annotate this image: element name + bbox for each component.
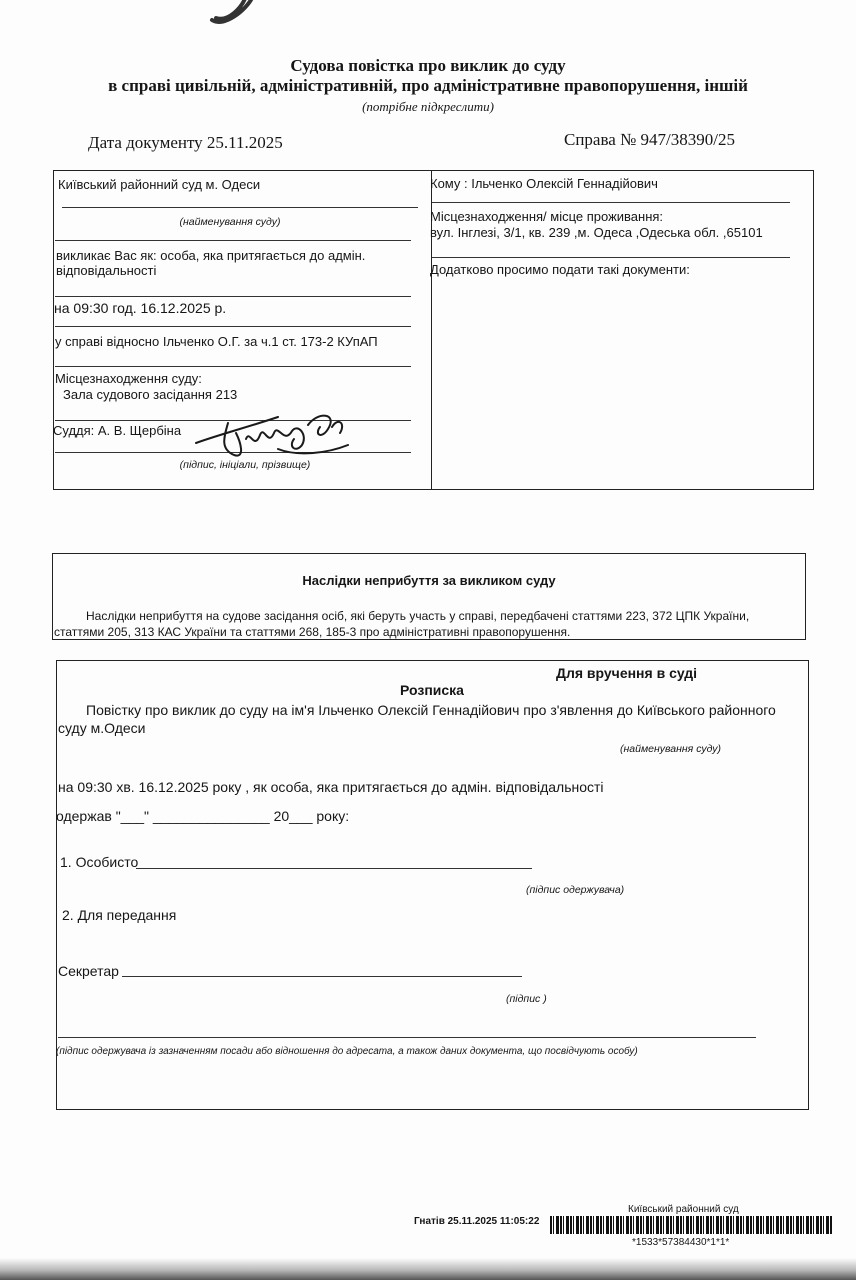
scan-shadow <box>0 1258 856 1280</box>
receipt-court-note: (найменування суду) <box>620 743 722 755</box>
divider <box>55 366 411 367</box>
receipt-time-line: на 09:30 хв. 16.12.2025 року , як особа, яка притягається до адмін. відповідальності <box>58 779 604 795</box>
barcode-code: *1533*57384430*1*1* <box>632 1237 730 1248</box>
secretary-label: Секретар <box>58 963 119 979</box>
judge-name: Суддя: А. В. Щербіна <box>53 423 182 438</box>
secretary-signature-note: (підпис ) <box>506 993 547 1005</box>
recipient-id-note: (підпис одержувача із зазначенням посади або відношення до адресата, а також даних документа, що посвідчують особу) <box>56 1046 638 1057</box>
stamp-court-line1: Київський районний суд <box>628 1204 739 1215</box>
divider <box>55 326 411 327</box>
consequences-line1: Наслідки неприбуття на судове засідання осіб, які беруть участь у справі, передбачені статтями 223, 372 ЦПК України, <box>86 609 750 623</box>
receipt-box <box>56 660 809 1110</box>
court-name-note: (найменування суду) <box>179 216 281 228</box>
barcode <box>550 1216 832 1234</box>
paperclip-icon <box>206 0 258 28</box>
address-label: Місцезнаходження/ місце проживання: <box>430 209 664 224</box>
recipient-name: Кому : Ільченко Олексій Геннадійович <box>430 176 658 191</box>
extra-documents-label: Додатково просимо подати такі документи: <box>430 262 690 277</box>
divider <box>62 207 418 208</box>
summons-role-line1: викликає Вас як: особа, яка притягається до адмін. <box>56 248 366 263</box>
divider <box>55 296 411 297</box>
summons-role-line2: відповідальності <box>56 263 157 278</box>
document-subtitle: в справі цивільній, адміністративній, про адміністративне правопорушення, іншій <box>108 76 748 95</box>
secretary-signature-line <box>122 976 522 977</box>
case-about: у справі відносно Ільченко О.Г. за ч.1 ст. 173-2 КУпАП <box>55 334 378 349</box>
judge-signature <box>188 405 358 467</box>
court-location: Зала судового засідання 213 <box>63 387 238 402</box>
recipient-id-line <box>58 1037 756 1038</box>
case-number: Справа № 947/38390/25 <box>564 130 735 149</box>
personal-label: 1. Особисто <box>60 854 139 870</box>
hearing-time: на 09:30 год. 16.12.2025 р. <box>54 300 227 316</box>
personal-signature-line <box>136 868 532 869</box>
receipt-line2: суду м.Одеси <box>58 720 146 736</box>
judge-signature-note: (підпис, ініціали, прізвище) <box>179 459 311 471</box>
for-court-label: Для вручення в суді <box>556 665 698 681</box>
divider <box>55 240 411 241</box>
received-date-line: одержав "___" _______________ 20___ року: <box>56 808 350 824</box>
court-location-label: Місцезнаходження суду: <box>55 371 202 386</box>
personal-signature-note: (підпис одержувача) <box>526 884 625 896</box>
court-name: Київський районний суд м. Одеси <box>58 177 261 192</box>
underline-note: (потрібне підкреслити) <box>362 99 494 114</box>
divider <box>432 202 790 203</box>
clerk-timestamp: Гнатів 25.11.2025 11:05:22 <box>414 1216 540 1227</box>
recipient-address: вул. Інглезі, 3/1, кв. 239 ,м. Одеса ,Одеська обл. ,65101 <box>430 225 763 240</box>
document-date: Дата документу 25.11.2025 <box>88 133 283 152</box>
consequences-line2: статтями 205, 313 КАС України та статтями 268, 185-3 про адміністративні правопорушення. <box>54 625 571 639</box>
receipt-title: Розписка <box>400 682 464 698</box>
document-title: Судова повістка про виклик до суду <box>290 56 566 75</box>
consequences-title: Наслідки неприбуття за викликом суду <box>302 573 556 588</box>
transfer-label: 2. Для передання <box>62 907 177 923</box>
divider <box>432 257 790 258</box>
receipt-line1: Повістку про виклик до суду на ім'я Ільченко Олексій Геннадійович про з'явлення до Київського районного <box>86 702 776 718</box>
